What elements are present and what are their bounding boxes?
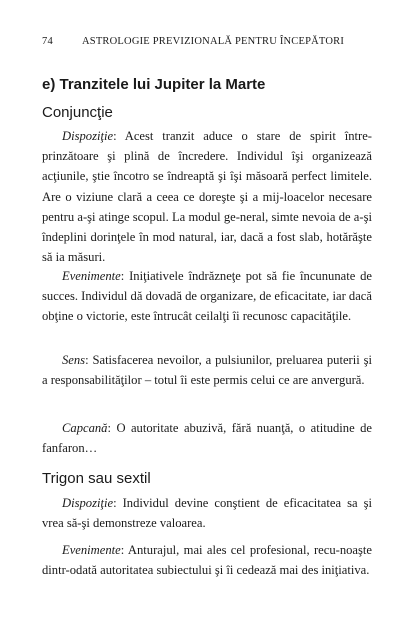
page-number: 74	[42, 36, 53, 47]
paragraph-dispozitie	[42, 126, 372, 267]
paragraph-lead: Sens	[62, 353, 86, 367]
paragraph-text: Anturajul, mai ales cel profesional, recu-noaşte dintr-odată autoritatea subiectului şi îi cedează mai des iniţiativa.	[42, 543, 373, 578]
paragraph-text: O autoritate abuzivă, fără nuanţă, o atitudine de fanfaron…	[42, 421, 373, 456]
paragraph-dispozitie-trigon	[42, 493, 372, 533]
paragraph-evenimente	[42, 266, 372, 327]
paragraph-lead: Evenimente	[62, 269, 121, 283]
running-title: ASTROLOGIE PREVIZIONALĂ PENTRU ÎNCEPĂTORI	[82, 36, 345, 47]
paragraph-lead: Dispoziţie	[62, 496, 114, 510]
paragraph-separator: :	[113, 496, 123, 510]
paragraph-separator: :	[120, 543, 128, 557]
subsection-heading-conjunctie: Conjuncţie	[42, 104, 113, 121]
paragraph-capcana	[42, 418, 372, 458]
paragraph-lead: Capcană	[62, 421, 108, 435]
paragraph-separator: :	[120, 269, 130, 283]
paragraph-text: Satisfacerea nevoilor, a pulsiunilor, preluarea puterii şi a responsabilităţilor – totul îi este permis celui ce are anvergură.	[42, 353, 372, 388]
paragraph-lead: Evenimente	[62, 543, 121, 557]
paragraph-lead: Dispoziţie	[62, 129, 114, 143]
paragraph-evenimente-trigon	[42, 540, 372, 580]
paragraph-separator: :	[113, 129, 125, 143]
paragraph-separator: :	[107, 421, 117, 435]
paragraph-text: Iniţiativele îndrăzneţe pot să fie încununate de succes. Individul dă dovadă de organizare, de eficacitate, iar dacă obţine o victorie, este întrucât ceilalţi îi recunosc capacităţile.	[42, 269, 372, 324]
paragraph-text: Acest tranzit aduce o stare de spirit între-prinzătoare şi plină de încredere. Individul îşi organizează acţiunile, ştie încotro se îndreaptă şi îşi măsoară perfect limitele. Are o viziune clară a ceea ce doreşte şi a mij-loacelor necesare pentru a-şi atinge scopul. La modul ge-neral, simte nevoia de a-şi îndeplini dorinţele în mod natural, iar, dacă a fost slab, hotărăşte să ia măsuri.	[42, 129, 372, 265]
paragraph-text: Individul devine conştient de eficacitatea sa şi vrea să-şi demonstreze valoarea.	[42, 496, 372, 531]
section-title: e) Tranzitele lui Jupiter la Marte	[42, 76, 266, 93]
paragraph-sens	[42, 350, 372, 390]
subsection-heading-trigon-sextil: Trigon sau sextil	[42, 470, 151, 487]
paragraph-separator: :	[85, 353, 93, 367]
